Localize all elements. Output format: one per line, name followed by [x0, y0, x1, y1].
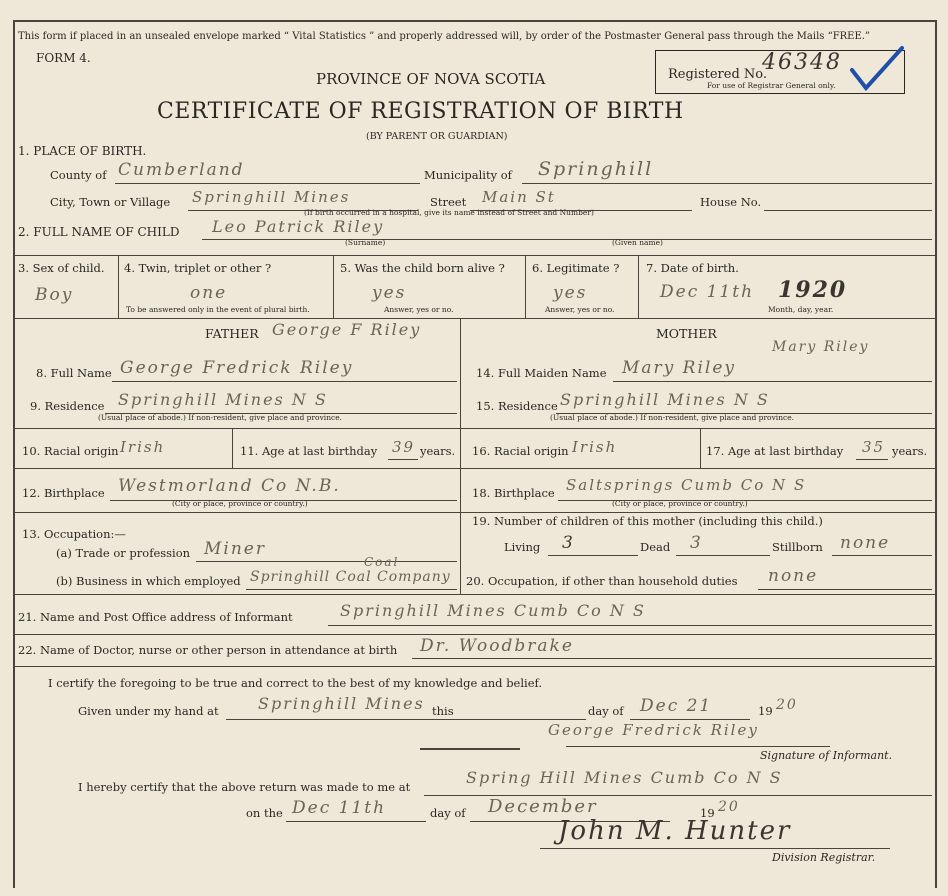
place-of-birth-heading: 1. PLACE OF BIRTH.: [18, 144, 147, 158]
county-value: Cumberland: [118, 160, 245, 180]
father-race-label: 10. Racial origin: [22, 444, 119, 458]
row-line: [460, 512, 935, 513]
business-value: Springhill Coal Company: [250, 569, 451, 585]
mother-years-label: years.: [892, 444, 928, 458]
on-value: Dec 11th: [292, 798, 387, 818]
mother-birthplace-note: (City or place, province or country.): [612, 499, 748, 508]
father-name-label: 8. Full Name: [36, 366, 112, 380]
row-line: [13, 468, 935, 469]
right-border: [935, 20, 937, 888]
twin-note: To be answered only in the event of plural birth.: [126, 305, 310, 314]
certificate-subtitle: (BY PARENT OR GUARDIAN): [366, 131, 508, 142]
divider: [638, 255, 639, 318]
father-birthplace-note: (City or place, province or country.): [172, 499, 308, 508]
city-value: Springhill Mines: [192, 188, 351, 206]
municipality-label: Municipality of: [424, 168, 512, 182]
field-line: [246, 589, 457, 590]
date-value: Dec 11th: [660, 282, 755, 302]
given-name-note: (Given name): [612, 238, 663, 247]
municipality-value: Springhill: [538, 158, 654, 180]
certificate-title: CERTIFICATE OF REGISTRATION OF BIRTH: [157, 99, 684, 124]
registrar-place-value: Spring Hill Mines Cumb Co N S: [466, 768, 783, 787]
mother-residence-label: 15. Residence: [476, 399, 558, 413]
registrar-certify-text: I hereby certify that the above return was made to me at: [78, 780, 411, 794]
field-line: [112, 381, 457, 382]
alive-value: yes: [372, 283, 407, 303]
row-line: [13, 666, 935, 667]
field-line: [286, 821, 426, 822]
field-line: [676, 555, 770, 556]
field-line: [548, 555, 638, 556]
row3-top-line: [13, 255, 935, 256]
mother-birthplace-value: Saltsprings Cumb Co N S: [566, 476, 807, 494]
trade-value: Miner: [204, 539, 266, 559]
legitimate-note: Answer, yes or no.: [545, 305, 615, 314]
blue-check-mark: [848, 44, 906, 94]
field-line: [832, 555, 932, 556]
mother-race-value: Irish: [572, 438, 618, 456]
day-value: Dec 21: [640, 696, 713, 716]
reg-year-prefix: 19: [700, 806, 715, 820]
county-label: County of: [50, 168, 107, 182]
alive-note: Answer, yes or no.: [384, 305, 454, 314]
divider: [525, 255, 526, 318]
occupation-label: 13. Occupation:—: [22, 527, 126, 541]
father-birthplace-label: 12. Birthplace: [22, 486, 105, 500]
father-residence-value: Springhill Mines N S: [118, 390, 328, 409]
legitimate-value: yes: [553, 283, 588, 303]
child-name-line: [202, 239, 932, 240]
row-line: [13, 634, 935, 635]
given-place-value: Springhill Mines: [258, 694, 425, 713]
year-value: 1920: [778, 277, 848, 303]
father-race-value: Irish: [120, 438, 166, 456]
field-line: [226, 719, 458, 720]
living-value: 3: [562, 533, 575, 553]
alive-label: 5. Was the child born alive ?: [340, 261, 505, 275]
reg-year-suffix: 20: [718, 799, 740, 815]
mother-name-value: Mary Riley: [622, 358, 737, 378]
mother-occupation-label: 20. Occupation, if other than household duties: [466, 574, 738, 588]
doctor-label: 22. Name of Doctor, nurse or other person in attendance at birth: [18, 643, 398, 657]
house-label: House No.: [700, 195, 762, 209]
signature-line: [540, 848, 890, 849]
on-the-label: on the: [246, 806, 283, 820]
year-suffix: 20: [776, 697, 798, 713]
trade-label: (a) Trade or profession: [56, 546, 191, 560]
street-label: Street: [430, 195, 467, 209]
dead-label: Dead: [640, 540, 671, 554]
mother-birthplace-label: 18. Birthplace: [472, 486, 555, 500]
signature-label: Signature of Informant.: [760, 749, 893, 762]
father-name-value: George Fredrick Riley: [120, 358, 354, 378]
field-line: [630, 719, 750, 720]
top-border: [13, 20, 935, 22]
mother-name-label: 14. Full Maiden Name: [476, 366, 607, 380]
field-line: [758, 589, 932, 590]
parents-divider: [460, 318, 461, 594]
father-age-value: 39: [392, 438, 416, 456]
sex-label: 3. Sex of child.: [18, 261, 105, 275]
twin-value: one: [190, 283, 228, 303]
registered-number: 46348: [762, 50, 842, 75]
left-border: [13, 20, 15, 888]
registrar-title: Division Registrar.: [772, 851, 876, 864]
separator-rule: [420, 748, 520, 750]
field-line: [613, 381, 932, 382]
mother-age-value: 35: [862, 438, 886, 456]
legitimate-label: 6. Legitimate ?: [532, 261, 620, 275]
informant-signature: George Fredrick Riley: [548, 721, 759, 739]
twin-label: 4. Twin, triplet or other ?: [124, 261, 272, 275]
field-line: [856, 459, 888, 460]
day-of-label: day of: [588, 704, 624, 718]
date-label: 7. Date of birth.: [646, 261, 739, 275]
street-value: Main St: [482, 188, 556, 206]
stillborn-value: none: [840, 533, 891, 553]
signature-line: [566, 746, 830, 747]
certify-text: I certify the foregoing to be true and correct to the best of my knowledge and belief.: [48, 676, 543, 690]
business-label: (b) Business in which employed: [56, 574, 241, 588]
field-line: [196, 561, 457, 562]
surname-note: (Surname): [345, 238, 386, 247]
divider: [700, 428, 701, 468]
mother-heading-signature: Mary Riley: [772, 339, 870, 355]
registrar-use-note: For use of Registrar General only.: [707, 81, 836, 90]
child-name-label: 2. FULL NAME OF CHILD: [18, 225, 180, 239]
father-age-label: 11. Age at last birthday: [240, 444, 378, 458]
form-number: FORM 4.: [36, 51, 91, 65]
divider: [232, 428, 233, 468]
registrar-signature: John M. Hunter: [558, 816, 792, 846]
dead-value: 3: [690, 533, 703, 553]
date-note: Month, day, year.: [768, 305, 834, 314]
mother-heading: MOTHER: [656, 326, 717, 341]
city-label: City, Town or Village: [50, 195, 171, 209]
father-heading-signature: George F Riley: [272, 320, 422, 339]
county-line: [115, 183, 420, 184]
row-line: [13, 512, 460, 513]
business-annotation: Coal: [364, 555, 400, 569]
living-label: Living: [504, 540, 541, 554]
field-line: [458, 719, 586, 720]
row3-bottom-line: [13, 318, 935, 319]
mother-residence-value: Springhill Mines N S: [560, 390, 770, 409]
hospital-note: (If birth occurred in a hospital, give its name instead of Street and Number): [304, 208, 594, 217]
father-residence-note: (Usual place of abode.) If non-resident, give place and province.: [98, 413, 343, 422]
stillborn-label: Stillborn: [772, 540, 823, 554]
province-title: PROVINCE OF NOVA SCOTIA: [316, 70, 546, 88]
mother-race-label: 16. Racial origin: [472, 444, 569, 458]
sex-value: Boy: [35, 285, 74, 305]
year-prefix: 19: [758, 704, 773, 718]
registered-label: Registered No.: [668, 67, 768, 82]
mother-residence-note: (Usual place of abode.) If non-resident, give place and province.: [550, 413, 795, 422]
row-line: [13, 428, 935, 429]
informant-value: Springhill Mines Cumb Co N S: [340, 601, 646, 620]
children-label: 19. Number of children of this mother (including this child.): [472, 514, 823, 528]
informant-label: 21. Name and Post Office address of Informant: [18, 610, 293, 624]
father-residence-label: 9. Residence: [30, 399, 105, 413]
house-line: [764, 210, 932, 211]
father-birthplace-value: Westmorland Co N.B.: [118, 476, 341, 496]
mother-age-label: 17. Age at last birthday: [706, 444, 844, 458]
given-under-label: Given under my hand at: [78, 704, 219, 718]
field-line: [388, 459, 418, 460]
father-heading: FATHER: [205, 326, 259, 341]
row-line: [13, 594, 935, 595]
month-value: December: [488, 796, 598, 817]
day-of-label-2: day of: [430, 806, 466, 820]
doctor-value: Dr. Woodbrake: [420, 636, 574, 656]
child-name-value: Leo Patrick Riley: [212, 217, 385, 236]
mother-occupation-value: none: [768, 566, 819, 586]
divider: [333, 255, 334, 318]
postal-notice: This form if placed in an unsealed envelope marked “ Vital Statistics ” and properly addressed will, by order of the Postmaster General pass through the Mails “FREE.”: [18, 31, 871, 42]
this-label: this: [432, 704, 454, 718]
field-line: [412, 658, 932, 659]
divider: [118, 255, 119, 318]
municipality-line: [522, 183, 932, 184]
field-line: [328, 625, 932, 626]
father-years-label: years.: [420, 444, 456, 458]
